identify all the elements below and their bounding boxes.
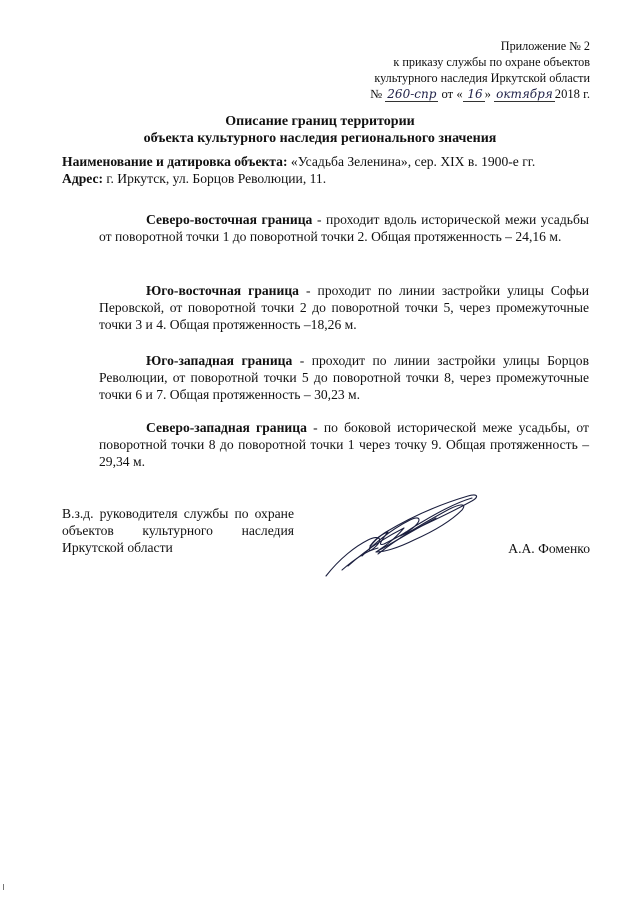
object-name-label: Наименование и датировка объекта: — [62, 154, 288, 169]
date-from: от « — [441, 87, 463, 101]
handwritten-month: октября — [496, 87, 553, 101]
object-name-value: «Усадьба Зеленина», сер. XIX в. 1900-е гг. — [290, 154, 536, 169]
boundary-name: Юго-западная граница — [146, 353, 293, 368]
boundary-name: Юго-восточная граница — [146, 283, 299, 298]
object-info — [62, 153, 590, 187]
object-address-label: Адрес: — [62, 171, 104, 186]
boundary-name: Северо-западная граница — [146, 420, 307, 435]
order-number-line — [370, 86, 590, 102]
title-line-1: Описание границ территории — [225, 114, 415, 129]
appendix-header — [370, 38, 590, 102]
order-line-2: культурного наследия Иркутской области — [374, 71, 590, 85]
document-title — [0, 113, 640, 147]
handwritten-signature — [318, 488, 498, 583]
object-name-row — [62, 153, 590, 170]
date-year: 2018 г. — [554, 87, 590, 101]
object-address-value: г. Иркутск, ул. Борцов Революции, 11. — [106, 171, 327, 186]
boundary-text: - проходит вдоль исторической межи усадьбы от поворотной точки 1 до поворотной точки 2. Общая протяженность – 24,16 м. — [99, 212, 589, 245]
boundary-northeast — [99, 211, 589, 245]
boundary-text: - проходит по линии застройки улицы Софьи Перовской, от поворотной точки 2 до поворотной точки 5, через промежуточные точки 3 и 4. Общая протяженность –18,26 м. — [99, 283, 590, 333]
boundary-northwest — [99, 419, 589, 471]
handwritten-number: 260-спр — [387, 87, 437, 101]
handwritten-day: 16 — [463, 88, 485, 102]
boundary-southwest — [99, 352, 589, 404]
boundary-text: - по боковой исторической меже усадьбы, от поворотной точки 8 до поворотной точки 1 через точку 9. Общая протяженность – 29,34 м. — [99, 420, 589, 470]
number-prefix: № — [370, 87, 383, 101]
title-line-2: объекта культурного наследия регионального значения — [143, 131, 497, 146]
signatory-name: А.А. Фоменко — [508, 541, 590, 556]
signatory-position: В.з.д. руководителя службы по охране объектов культурного наследия Иркутской области — [62, 506, 294, 556]
boundary-text: - проходит по линии застройки улицы Борцов Революции, от поворотной точки 5 до поворотной точки 8, через промежуточные точки 6 и 7. Общая протяженность – 30,23 м. — [99, 353, 589, 403]
scan-mark — [3, 884, 4, 890]
boundary-name: Северо-восточная граница — [146, 212, 313, 227]
appendix-label: Приложение № 2 — [500, 39, 590, 53]
object-address-row — [62, 170, 590, 187]
boundary-southeast — [99, 282, 589, 334]
date-close: » — [484, 87, 491, 101]
order-line-1: к приказу службы по охране объектов — [393, 55, 590, 69]
